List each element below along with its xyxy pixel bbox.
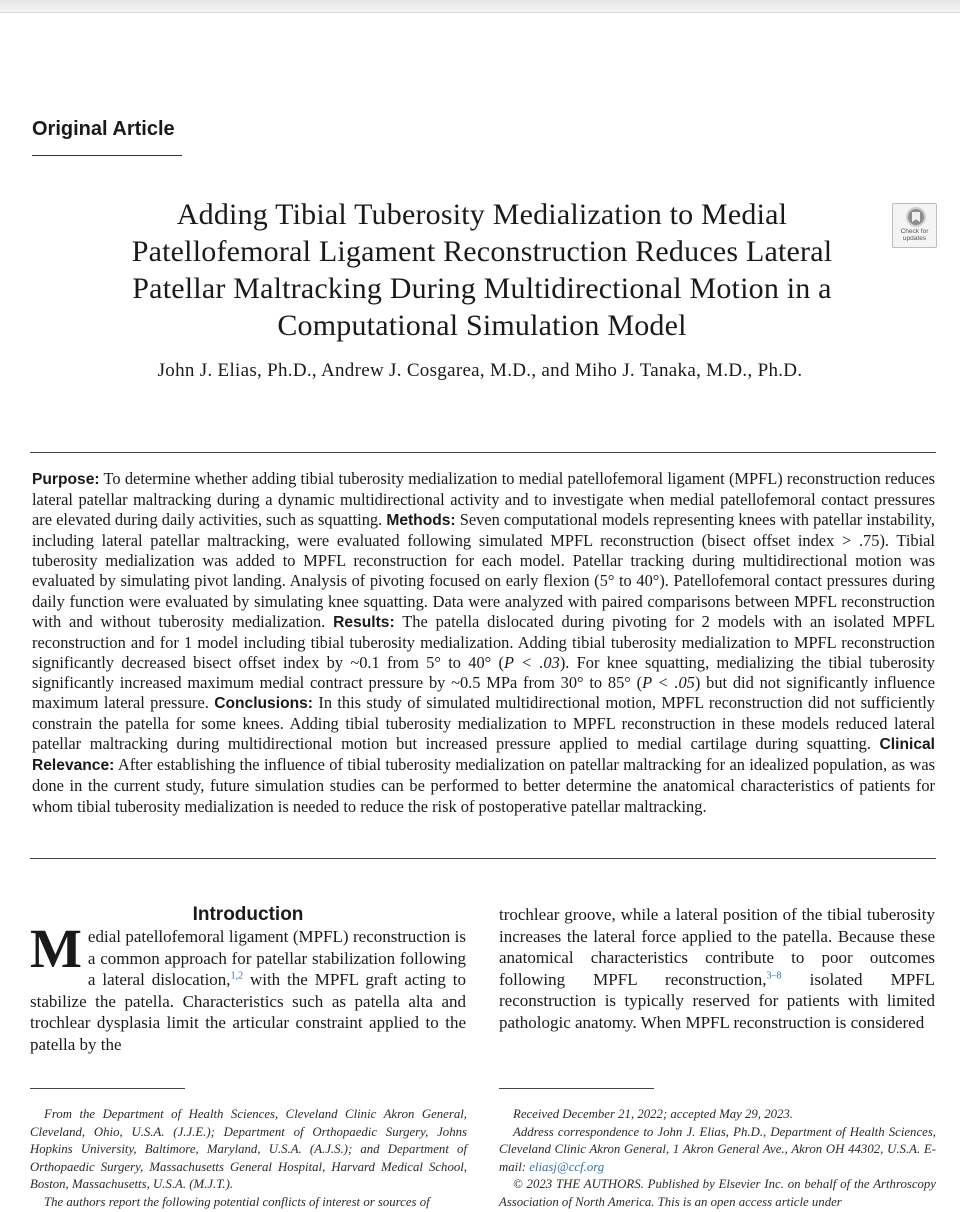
badge-label-line1: Check for	[900, 228, 929, 235]
drop-cap: M	[30, 918, 82, 979]
results-text-3: ) but did not significantly influence maximum lateral pressure.	[32, 672, 935, 713]
reference-link-3-8[interactable]: 3–8	[766, 970, 782, 982]
intro-paragraph	[30, 918, 466, 1056]
correspondence-note	[499, 1124, 936, 1177]
window-top-bar	[0, 0, 960, 13]
footnote-rule-left	[30, 1088, 185, 1089]
intro-text-4: isolated MPFL reconstruction is typically reserved for patients with limited pathologic anatomy. When MPFL reconstruction is considered	[499, 969, 935, 1032]
purpose-label: Purpose:	[32, 471, 100, 488]
correspondence-text: Address correspondence to John J. Elias, Ph.D., Department of Health Sciences, Cleveland Clinic Akron General, 1 Akron General Ave., Akron OH 44302, U.S.A. E-mail:	[499, 1124, 936, 1174]
author-list: John J. Elias, Ph.D., Andrew J. Cosgarea, M.D., and Miho J. Tanaka, M.D., Ph.D.	[157, 360, 803, 381]
section-divider	[32, 155, 182, 156]
clinical-relevance-label: Clinical Relevance:	[32, 736, 935, 775]
results-text-2: ). For knee squatting, medializing the tibial tuberosity significantly increased maximum medial contract pressure by ~0.5 MPa from 30° to 85° (	[32, 652, 935, 692]
badge-label	[893, 228, 936, 242]
copyright-note: © 2023 THE AUTHORS. Published by Elsevier Inc. on behalf of the Arthroscopy Association of North America. This is an open access article under	[499, 1177, 936, 1209]
abstract-bottom-rule	[30, 858, 936, 859]
introduction-heading: Introduction	[192, 904, 304, 925]
received-note: Received December 21, 2022; accepted May 29, 2023.	[513, 1107, 793, 1121]
footnote-rule-right	[499, 1088, 654, 1089]
bookmark-icon	[906, 207, 926, 227]
conclusions-label: Conclusions:	[214, 695, 313, 713]
results-text-1: The patella dislocated during pivoting for 2 models with an isolated MPFL reconstruction and for 1 model including tibial tuberosity medialization. Adding tibial tuberosity medialization to MPFL reconstruction significantly decreased bisect offset index by ~0.1 from 5° to 40° (	[32, 611, 936, 672]
purpose-text: To determine whether adding tibial tuberosity medialization to medial patellofemoral ligament (MPFL) reconstruction reduces lateral patellar maltracking during a dynamic multidirectional activity and to investigate when medial patellofemoral contact pressures are elevated during daily activities, such as squatting.	[32, 469, 935, 530]
intro-text-3: trochlear groove, while a lateral position of the tibial tuberosity increases the lateral force applied to the patella. Because these anatomical characteristics contribute to poor outcomes following MPFL reconstruction,	[499, 905, 935, 989]
results-label: Results:	[333, 613, 395, 631]
intro-paragraph-continued	[499, 904, 935, 1034]
reference-link-1-2[interactable]: 1,2	[230, 970, 244, 982]
check-for-updates-badge[interactable]	[892, 203, 937, 248]
conclusions-text: In this study of simulated multidirectional motion, MPFL reconstruction did not sufficiently constrain the patella for some knees. Adding tibial tuberosity medialization to MPFL reconstruction in these models reduced lateral patellar maltracking during multidirectional motion but increased pressure applied to medial cartilage during squatting.	[32, 693, 935, 754]
body-column-right	[499, 904, 935, 1034]
article-title: Adding Tibial Tuberosity Medialization to Medial Patellofemoral Ligament Reconstruction Reduces Lateral Patellar Maltracking During Multidirectional Motion in a Computational Simulation Model	[131, 198, 833, 342]
results-stat-1: P < .03	[503, 652, 560, 672]
abstract-top-rule	[30, 452, 936, 453]
footnotes-left	[30, 1106, 467, 1212]
footnotes-right	[499, 1106, 936, 1212]
intro-text-2: with the MPFL graft acting to stabilize the patella. Characteristics such as patella alta and trochlear dysplasia limit the articular constraint applied to the patella by the	[30, 970, 466, 1054]
intro-text-1: edial patellofemoral ligament (MPFL) reconstruction is a common approach for patellar stabilization following a lateral dislocation,	[87, 927, 466, 990]
body-column-left	[30, 904, 466, 1056]
methods-label: Methods:	[386, 512, 456, 530]
section-label: Original Article	[32, 118, 175, 140]
email-link[interactable]: eliasj@ccf.org	[529, 1159, 605, 1174]
conflicts-note: The authors report the following potential conflicts of interest or sources of	[44, 1194, 430, 1209]
methods-text: Seven computational models representing knees with patellar instability, including lateral patellar maltracking, were evaluated following simulated MPFL reconstruction (bisect offset index > .75). Tibial tuberosity medialization was added to MPFL reconstruction for each model. Patellar tracking during multidirectional motion was evaluated by simulating pivot landing. Analysis of pivoting focused on early flexion (5° to 40°). Patellofemoral contact pressures during daily function were evaluated by simulating knee squatting. Data were analyzed with paired comparisons between MPFL reconstruction with and without tuberosity medialization.	[32, 510, 935, 631]
abstract	[32, 469, 935, 817]
clinical-relevance-text: After establishing the influence of tibial tuberosity medialization on patellar maltracking for an idealized population, as was done in the current study, future simulation studies can be performed to better determine the anatomical characteristics of patients for whom tibial tuberosity medialization is needed to reduce the risk of postoperative patellar maltracking.	[32, 755, 935, 816]
affiliations-note: From the Department of Health Sciences, Cleveland Clinic Akron General, Cleveland, Ohio, U.S.A. (J.J.E.); Department of Orthopaedic Surgery, Johns Hopkins University, Baltimore, Maryland, U.S.A. (A.J.S.); and Department of Orthopaedic Surgery, Massachusetts General Hospital, Harvard Medical School, Boston, Massachusetts, U.S.A. (M.J.T.).	[30, 1107, 467, 1192]
badge-label-line2: updates	[902, 235, 927, 242]
results-stat-2: P < .05	[642, 672, 695, 692]
